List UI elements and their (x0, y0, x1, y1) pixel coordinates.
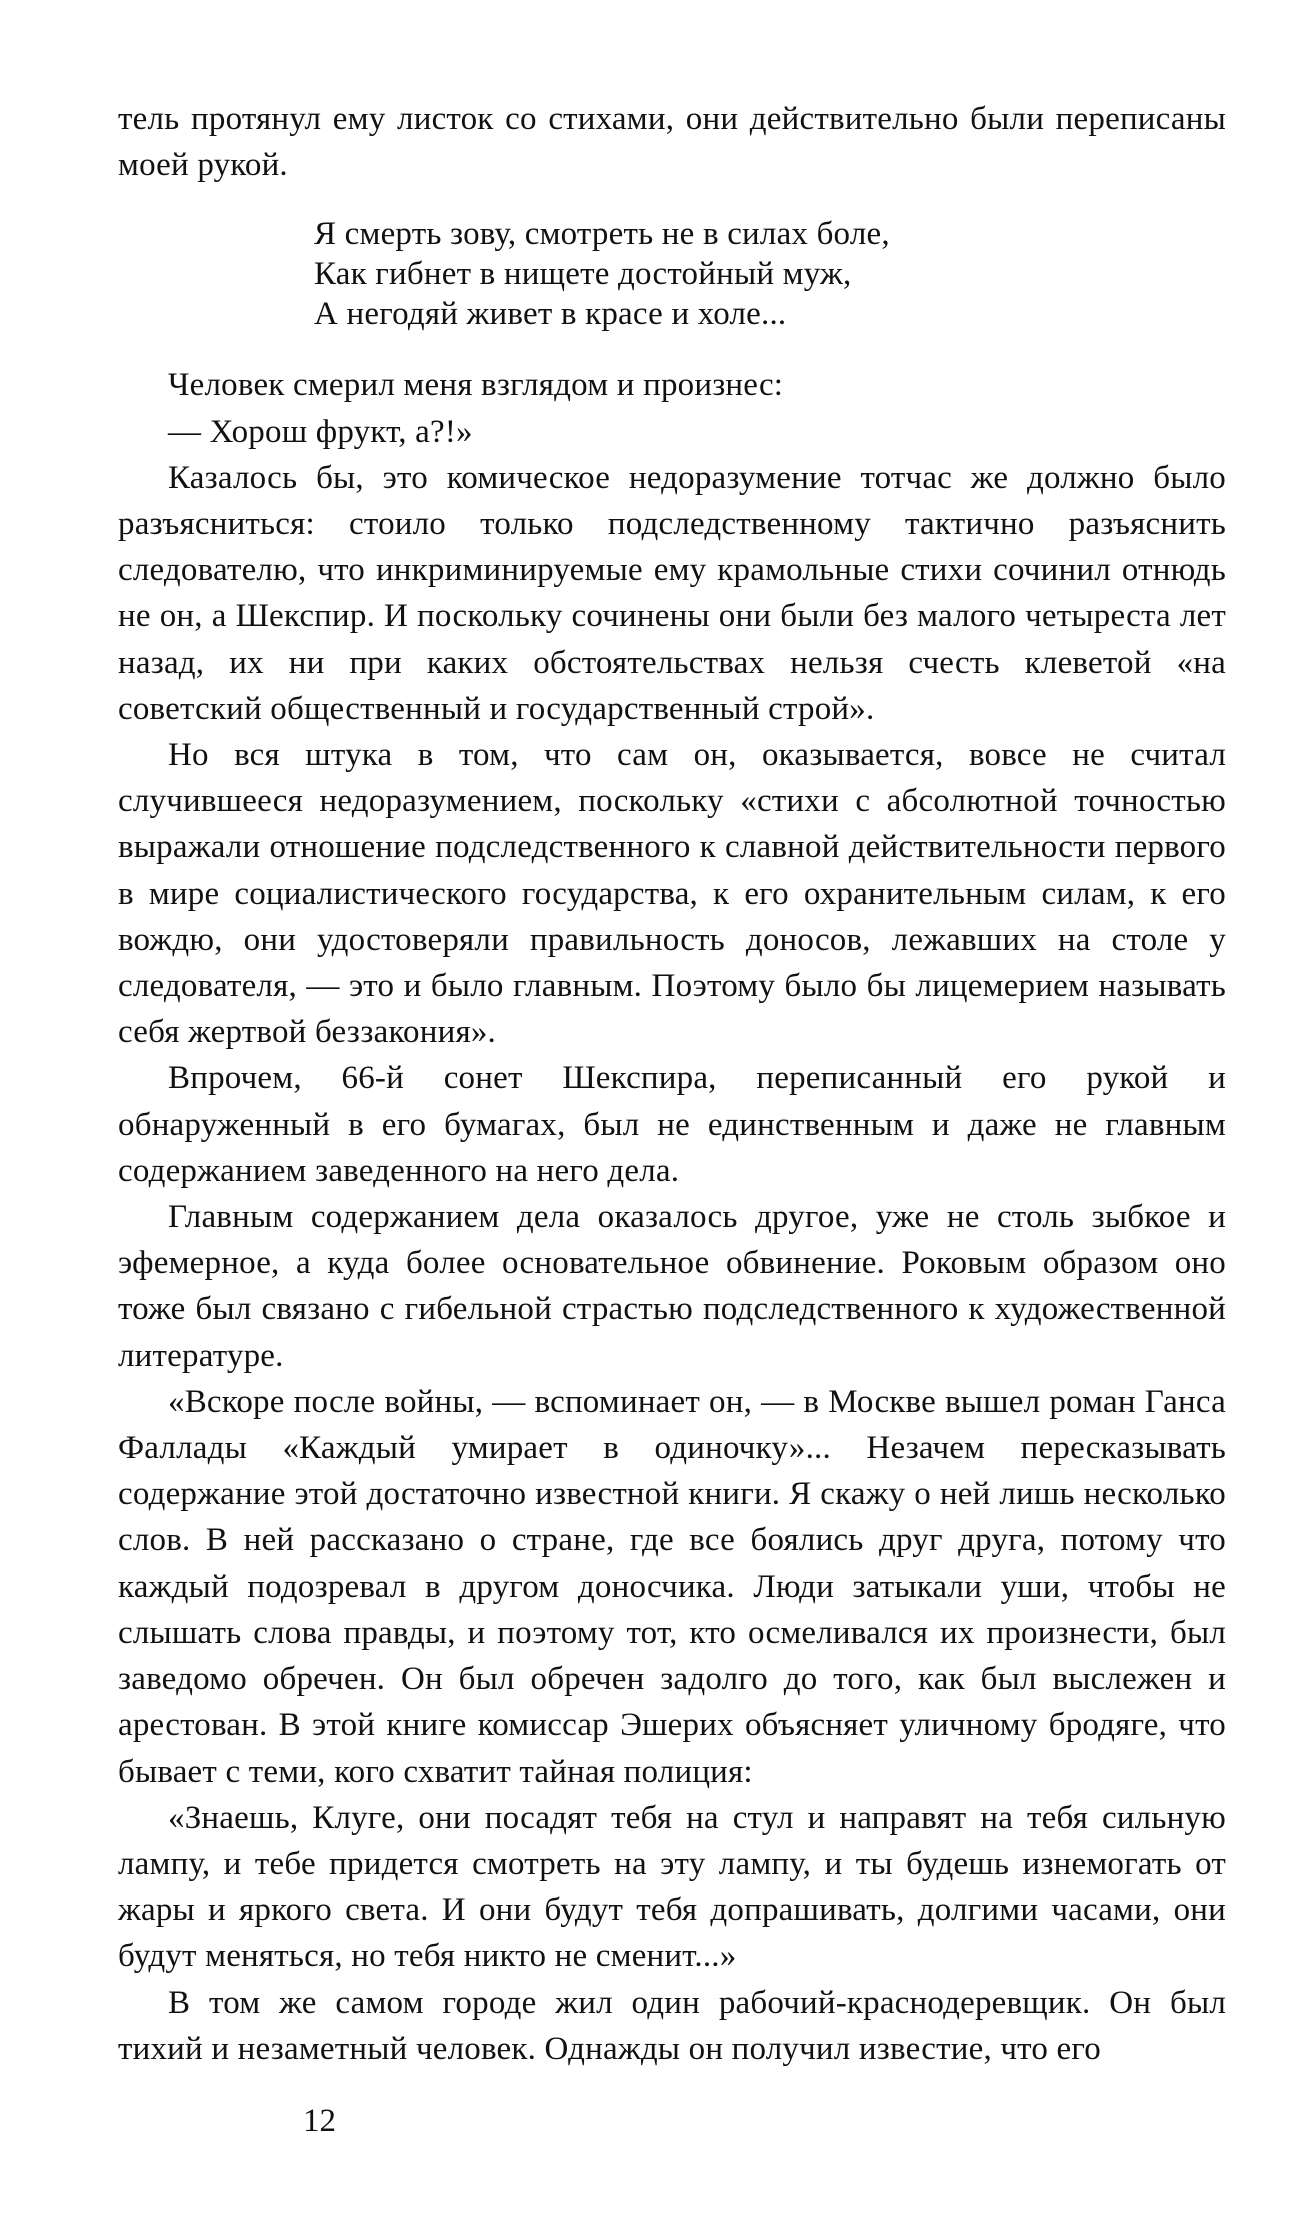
page-number: 12 (303, 2103, 336, 2139)
verse-line: А негодяй живет в красе и холе... (314, 296, 787, 333)
paragraph: Казалось бы, это комическое недоразумение тотчас же должно было разъясниться: стоило только подследственному тактично разъяснить следователю, что инкриминируемые ему крамольные стихи сочинил отнюдь не он, а Шекспир. И поскольку сочинены они были без малого четыреста лет назад, их ни при каких обстоятельствах нельзя счесть клеветой «на советский общественный и государственный строй». (118, 459, 1226, 727)
paragraph: Но вся штука в том, что сам он, оказывается, вовсе не считал случившееся недоразумением, поскольку «стихи с абсолютной точностью выражали отношение подследственного к славной действительности первого в мире социалистического государства, к его охранительным силам, к его вождю, они удостоверяли правильность доносов, лежавших на столе у следователя, — это и было главным. Поэтому было бы лицемерием называть себя жертвой беззакония». (118, 737, 1226, 1051)
verse-line: Я смерть зову, смотреть не в силах боле, (314, 216, 890, 253)
sonnet-excerpt (314, 214, 1226, 334)
verse-line: Как гибнет в нищете достойный муж, (314, 256, 852, 293)
paragraph: Впрочем, 66-й сонет Шекспира, переписанный его рукой и обнаруженный в его бумагах, был не единственным и даже не главным содержанием заведенного на него дела. (118, 1060, 1226, 1189)
page-text (118, 96, 1226, 2072)
paragraph: В том же самом городе жил один рабочий-краснодеревщик. Он был тихий и незаметный человек. Однажды он получил известие, что его (118, 1984, 1226, 2067)
dialogue-line: — Хорош фрукт, а?!» (168, 413, 473, 450)
paragraph: Главным содержанием дела оказалось другое, уже не столь зыбкое и эфемерное, а куда более основательное обвинение. Роковым образом оно тоже был связано с гибельной страстью подследственного к художественной литературе. (118, 1199, 1226, 1374)
paragraph: Человек смерил меня взглядом и произнес: (168, 367, 784, 404)
paragraph: «Вскоре после войны, — вспоминает он, — в Москве вышел роман Ганса Фаллады «Каждый умирает в одиночку»... Незачем пересказывать содержание этой достаточно известной книги. Я скажу о ней лишь несколько слов. В ней рассказано о стране, где все боялись друг друга, потому что каждый подозревал в другом доносчика. Люди затыкали уши, чтобы не слышать слова правды, и поэтому тот, кто осмеливался их произнести, был заведомо обречен. Он был обречен задолго до того, как был выслежен и арестован. В этой книге комиссар Эшерих объясняет уличному бродяге, что бывает с теми, кого схватит тайная полиция: (118, 1383, 1226, 1790)
paragraph-continuation: тель протянул ему листок со стихами, они действительно были переписаны моей рукой. (118, 101, 1226, 184)
quote-paragraph: «Знаешь, Клуге, они посадят тебя на стул и направят на тебя сильную лампу, и тебе придется смотреть на эту лампу, и ты будешь изнемогать от жары и яркого света. И они будут тебя допрашивать, долгими часами, они будут меняться, но тебя никто не сменит...» (118, 1799, 1226, 1975)
